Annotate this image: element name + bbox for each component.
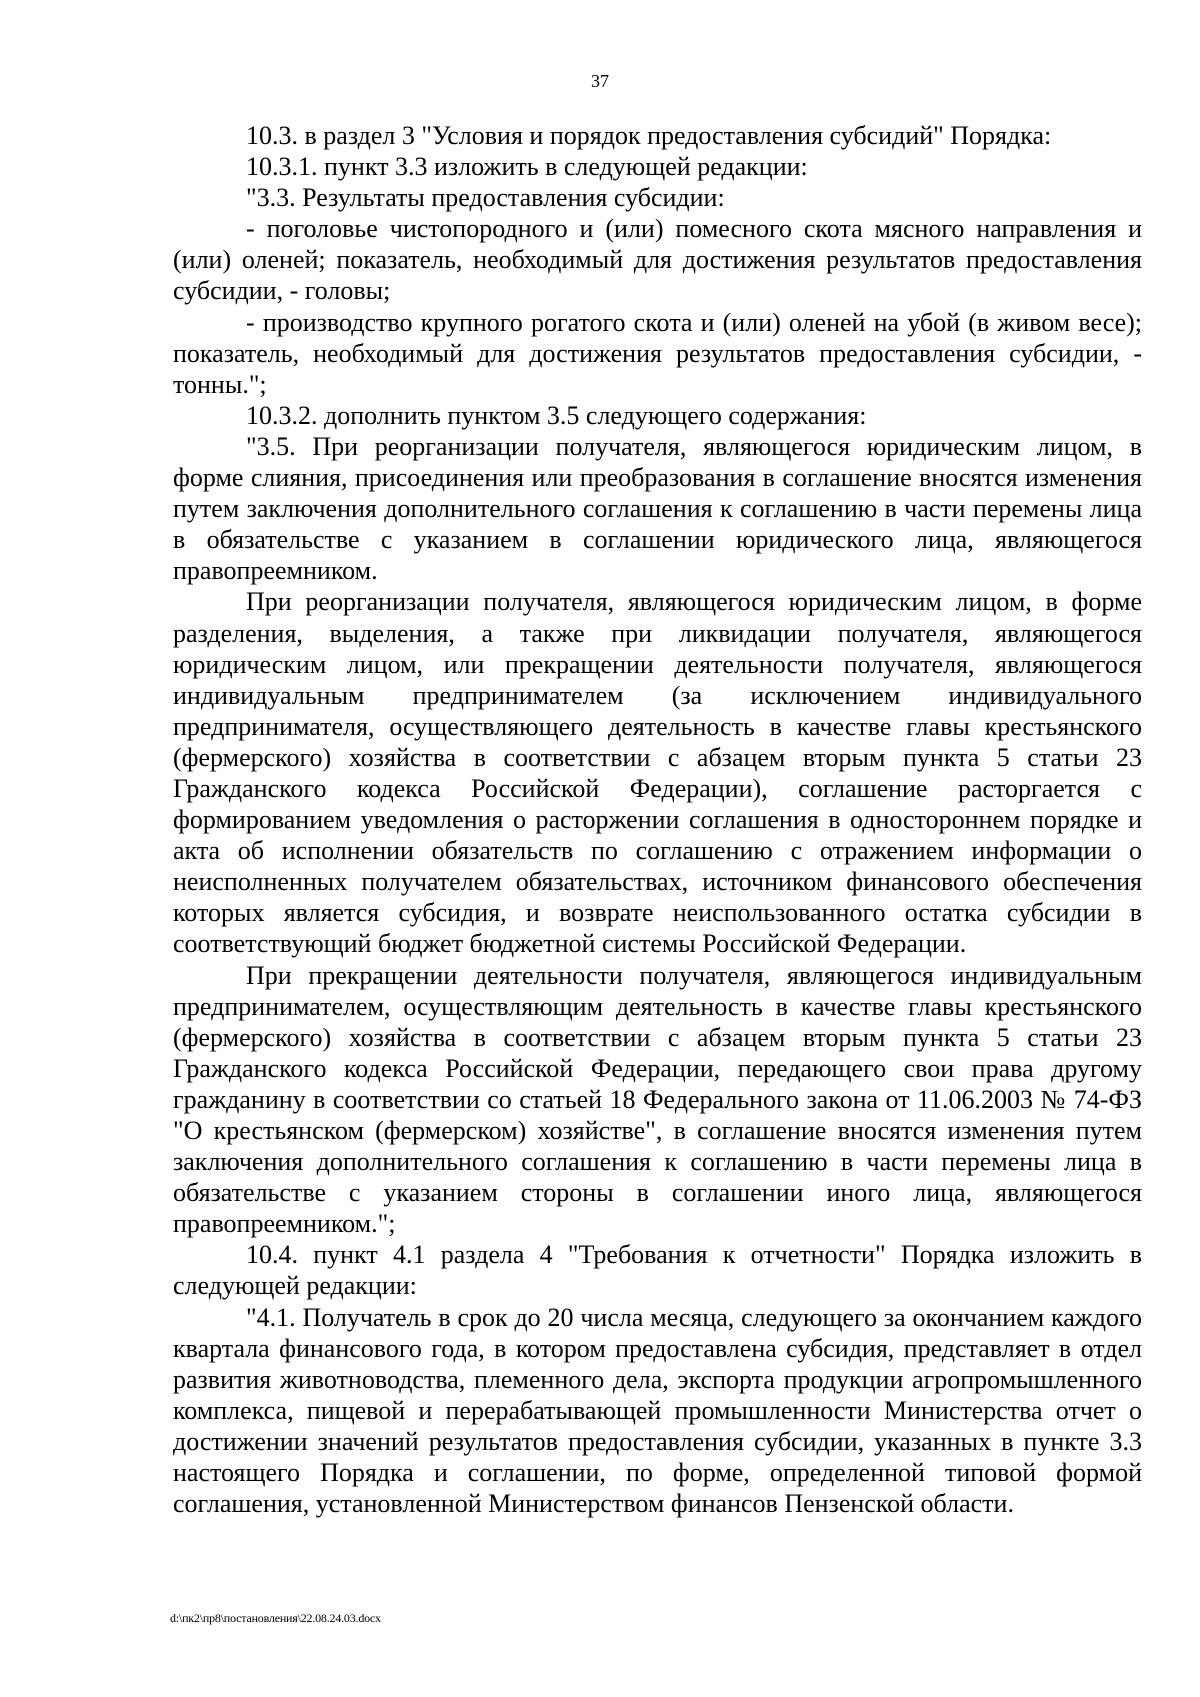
file-path-footer: d:\пк2\пр8\постановления\22.08.24.03.docx — [170, 1611, 381, 1625]
paragraph-10-4: 10.4. пункт 4.1 раздела 4 "Требования к отчетности" Порядка изложить в следующей редакции: — [173, 1240, 1142, 1301]
paragraph-10-3-2: 10.3.2. дополнить пунктом 3.5 следующего содержания: — [246, 400, 867, 430]
paragraph-4-1-report: "4.1. Получатель в срок до 20 числа месяца, следующего за окончанием каждого квартала финансового года, в котором предоставлена субсидия, представляет в отдел развития животноводства, племенного дела, экспорта продукции агропромышленного комплекса, пищевой и перерабатывающей промышленности Министерства отчет о достижении значений результатов предоставления субсидии, указанных в пункте 3.3 настоящего Порядка и соглашении, по форме, определенной типовой формой соглашения, установленной Министерством финансов Пензенской области. — [173, 1302, 1142, 1519]
paragraph-result-livestock: - поголовье чистопородного и (или) помесного скота мясного направления и (или) оленей; показатель, необходимый для достижения результатов предоставления субсидии, - головы; — [173, 214, 1142, 306]
paragraph-3-5-farm-transfer: При прекращении деятельности получателя, являющегося индивидуальным предпринимателем, осуществляющим деятельность в качестве главы крестьянского (фермерского) хозяйства в соответствии с абзацем вторым пункта 5 статьи 23 Гражданского кодекса Российской Федерации, передающего свои права другому гражданину в соответствии со статьей 18 Федерального закона от 11.06.2003 № 74-ФЗ "О крестьянском (фермерском) хозяйстве", в соглашение вносятся изменения путем заключения дополнительного соглашения к соглашению в части перемены лица в обязательстве с указанием стороны в соглашении иного лица, являющегося правопреемником."; — [173, 960, 1142, 1239]
paragraph-3-5-merger: "3.5. При реорганизации получателя, являющегося юридическим лицом, в форме слияния, присоединения или преобразования в соглашение вносятся изменения путем заключения дополнительного соглашения к соглашению в части перемены лица в обязательстве с указанием в соглашении юридического лица, являющегося правопреемником. — [173, 431, 1142, 586]
paragraph-result-production: - производство крупного рогатого скота и (или) оленей на убой (в живом весе); показатель, необходимый для достижения результатов предоставления субсидии, - тонны."; — [173, 307, 1142, 399]
paragraph-10-3-1: 10.3.1. пункт 3.3 изложить в следующей редакции: — [246, 152, 808, 182]
page-number: 37 — [591, 71, 609, 91]
document-body — [173, 120, 1142, 1519]
paragraph-3-3-heading: "3.3. Результаты предоставления субсидии: — [246, 183, 725, 213]
paragraph-10-3: 10.3. в раздел 3 "Условия и порядок предоставления субсидий" Порядка: — [246, 121, 1052, 150]
paragraph-3-5-division-liquidation: При реорганизации получателя, являющегося юридическим лицом, в форме разделения, выделения, а также при ликвидации получателя, являющегося юридическим лицом, или прекращении деятельности получателя, являющегося индивидуальным предпринимателем (за исключением индивидуального предпринимателя, осуществляющего деятельность в качестве главы крестьянского (фермерского) хозяйства в соответствии с абзацем вторым пункта 5 статьи 23 Гражданского кодекса Российской Федерации), соглашение расторгается с формированием уведомления о расторжении соглашения в одностороннем порядке и акта об исполнении обязательств по соглашению с отражением информации о неисполненных получателем обязательствах, источником финансового обеспечения которых является субсидия, и возврате неиспользованного остатка субсидии в соответствующий бюджет бюджетной системы Российской Федерации. — [173, 587, 1142, 959]
